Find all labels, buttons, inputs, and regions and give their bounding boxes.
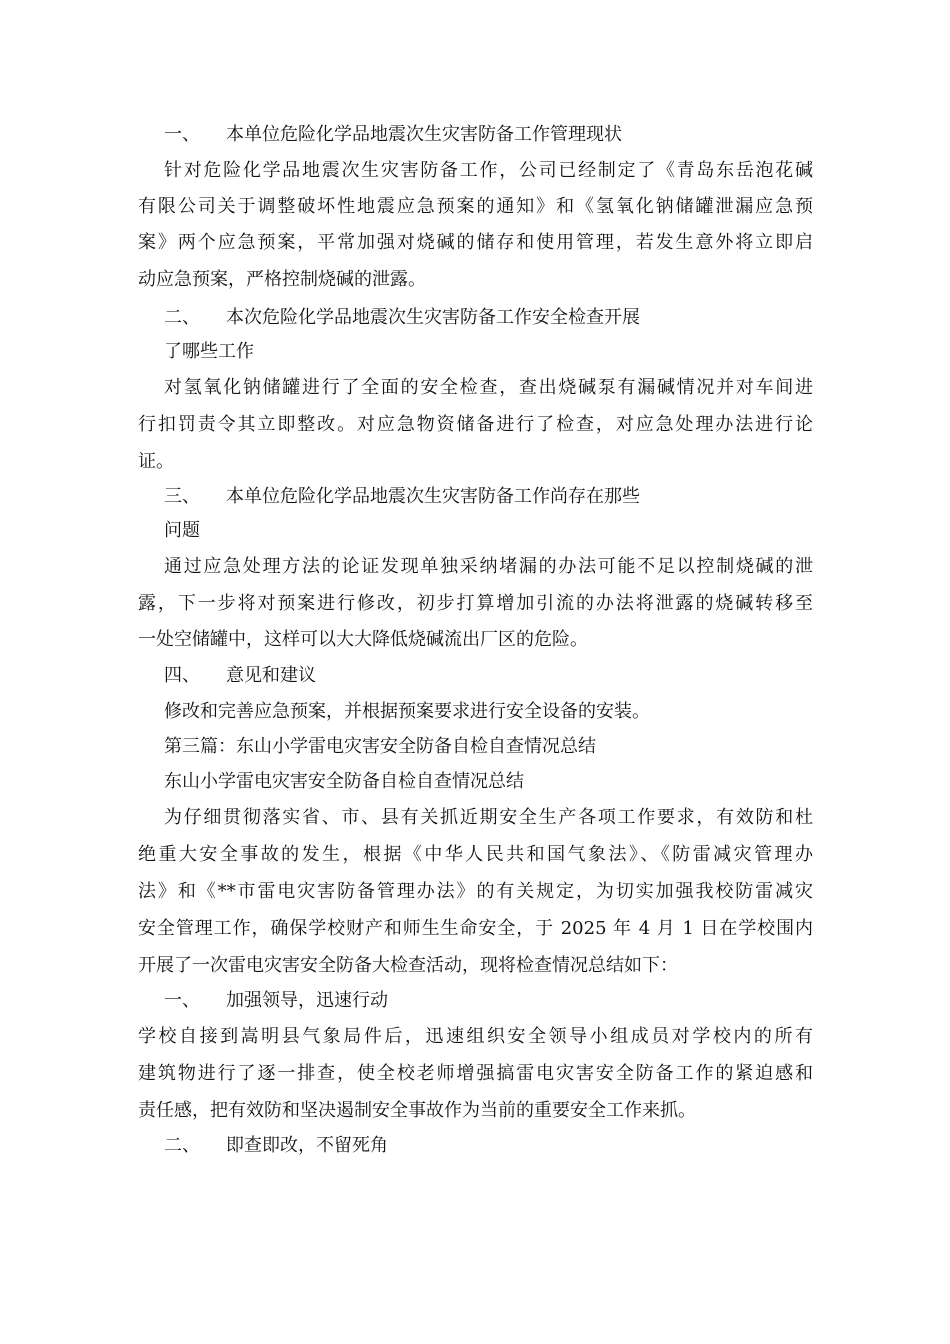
section-heading-3: [164, 485, 813, 509]
paragraph-line: 行扣罚责令其立即整改。对应急物资储备进行了检查，对应急处理办法进行论: [138, 414, 813, 435]
section-title: 加强领导，迅速行动: [226, 990, 388, 1011]
section-title: 本次危险化学品地震次生灾害防备工作安全检查开展: [226, 307, 640, 328]
paragraph-line: 建筑物进行了逐一排查，使全校老师增强搞雷电灾害安全防备工作的紧迫感和: [138, 1063, 813, 1084]
section-title: 本单位危险化学品地震次生灾害防备工作尚存在那些: [226, 486, 640, 507]
section-number: 三、: [164, 486, 200, 507]
section-number: 一、: [164, 124, 200, 145]
paragraph-line: 安全管理工作，确保学校财产和师生生命安全，于 2025 年 4 月 1 日在学校围内: [138, 918, 813, 939]
subsection-heading-1: [164, 989, 813, 1013]
section-title: 意见和建议: [226, 665, 316, 686]
paragraph-line: 一处空储罐中，这样可以大大降低烧碱流出厂区的危险。: [138, 629, 588, 650]
section-number: 二、: [164, 1135, 200, 1156]
paragraph-line: 针对危险化学品地震次生灾害防备工作，公司已经制定了《青岛东岳泡花碱: [164, 160, 813, 181]
paragraph-line: 案》两个应急预案，平常加强对烧碱的储存和使用管理，若发生意外将立即启: [138, 232, 813, 253]
paragraph-line: 法》和《**市雷电灾害防备管理办法》的有关规定，为切实加强我校防雷减灾: [138, 881, 813, 902]
subsection-heading-2: [164, 1134, 813, 1158]
section-title: 本单位危险化学品地震次生灾害防备工作管理现状: [226, 124, 622, 145]
section-heading-continuation: 问题: [164, 520, 200, 541]
paragraph-line: 有限公司关于调整破坏性地震应急预案的通知》和《氢氧化钠储罐泄漏应急预: [138, 196, 813, 217]
section-title: 即查即改，不留死角: [226, 1135, 388, 1156]
paragraph-line: 责任感，把有效防和坚决遏制安全事故作为当前的重要安全工作来抓。: [138, 1100, 696, 1121]
paragraph-line: 露，下一步将对预案进行修改，初步打算增加引流的办法将泄露的烧碱转移至: [138, 593, 813, 614]
section-number: 一、: [164, 990, 200, 1011]
paragraph-line: 动应急预案，严格控制烧碱的泄露。: [138, 269, 426, 290]
section-number: 二、: [164, 307, 200, 328]
paragraph-line: 对氢氧化钠储罐进行了全面的安全检查，查出烧碱泵有漏碱情况并对车间进: [164, 377, 813, 398]
document-title: 东山小学雷电灾害安全防备自检自查情况总结: [164, 771, 524, 792]
paragraph-line: 通过应急处理方法的论证发现单独采纳堵漏的办法可能不足以控制烧碱的泄: [164, 556, 813, 577]
paragraph-line: 学校自接到嵩明县气象局件后，迅速组织安全领导小组成员对学校内的所有: [138, 1026, 813, 1047]
section-heading-2: [164, 306, 813, 330]
paragraph-line: 绝重大安全事故的发生，根据《中华人民共和国气象法》、《防雷减灾管理办: [138, 844, 813, 865]
part-title: 第三篇：东山小学雷电灾害安全防备自检自查情况总结: [164, 736, 596, 757]
section-heading-1: [164, 123, 813, 147]
paragraph-line: 证。: [138, 451, 174, 472]
paragraph-line: 开展了一次雷电灾害安全防备大检查活动，现将检查情况总结如下：: [138, 955, 678, 976]
section-heading-4: [164, 664, 813, 688]
paragraph-line: 为仔细贯彻落实省、市、县有关抓近期安全生产各项工作要求，有效防和杜: [164, 807, 813, 828]
paragraph-line: 修改和完善应急预案，并根据预案要求进行安全设备的安装。: [164, 701, 650, 722]
section-number: 四、: [164, 665, 200, 686]
section-heading-continuation: 了哪些工作: [164, 341, 254, 362]
